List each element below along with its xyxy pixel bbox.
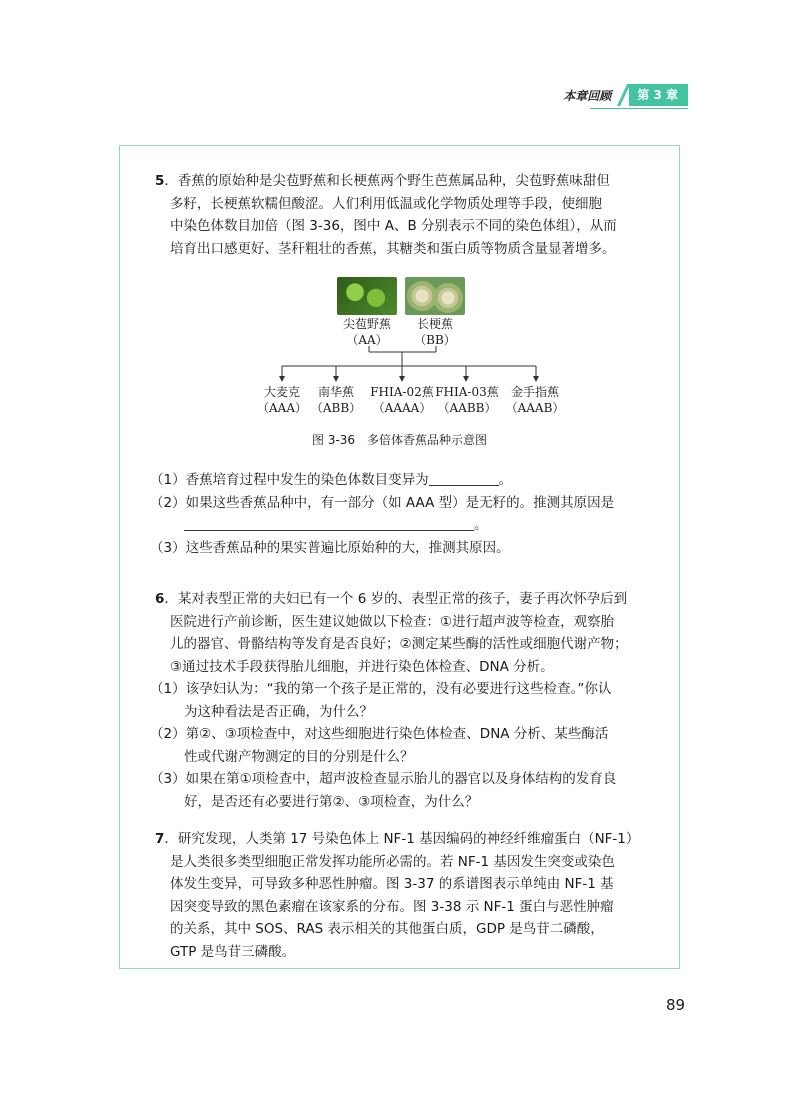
answer-blank[interactable] bbox=[429, 471, 499, 486]
question-text: GTP 是鸟苷三磷酸。 bbox=[170, 943, 296, 960]
answer-blank[interactable] bbox=[184, 516, 474, 531]
question-text: 因突变导致的黑色素瘤在该家系的分布。图 3-38 示 NF-1 蛋白与恶性肿瘤 bbox=[170, 898, 614, 915]
sub-question: （1）该孕妇认为：“我的第一个孩子是正常的，没有必要进行这些检查。”你认 为这种看法是否正确，为什么？ bbox=[150, 681, 612, 720]
question-text: 体发生变异，可导致多种恶性肿瘤。图 3-37 的系谱图表示单纯由 NF-1 基 bbox=[170, 876, 614, 892]
question-number: 5 bbox=[155, 173, 165, 189]
answer-line: 。 bbox=[184, 514, 488, 537]
chapter-badge: 第 3 章 bbox=[629, 84, 688, 106]
variety-label: FHIA-03蕉 （AABB） bbox=[435, 385, 499, 415]
variety-label: 大麦克 （AAA） bbox=[257, 385, 307, 415]
question-text: ．某对表型正常的夫妇已有一个 6 岁的、表型正常的孩子，妻子再次怀孕后到 bbox=[164, 591, 628, 607]
question-7 bbox=[155, 828, 639, 963]
question-text: 中染色体数目加倍（图 3-36，图中 A、B 分别表示不同的染色体组），从而 bbox=[170, 218, 617, 234]
figure-caption: 图 3-36 多倍体香蕉品种示意图 bbox=[312, 433, 488, 447]
page-number: 89 bbox=[666, 996, 686, 1014]
question-text: 的关系，其中 SOS、RAS 表示相关的其他蛋白质，GDP 是鸟苷二磷酸， bbox=[170, 921, 604, 937]
variety-label: 金手指蕉 （AAAB） bbox=[505, 385, 565, 415]
question-text: 是人类很多类型细胞正常发挥功能所必需的。若 NF-1 基因发生突变或染色 bbox=[170, 853, 615, 870]
question-text: ．研究发现，人类第 17 号染色体上 NF-1 基因编码的神经纤维瘤蛋白（NF-1） bbox=[164, 831, 640, 847]
question-number: 7 bbox=[155, 831, 165, 847]
sub-question: （2）如果这些香蕉品种中，有一部分（如 AAA 型）是无籽的。推测其原因是 bbox=[150, 495, 615, 511]
question-text: 多籽，长梗蕉软糯但酸涩。人们利用低温或化学物质处理等手段，使细胞 bbox=[170, 195, 602, 212]
parent-label: 尖苞野蕉 （AA） bbox=[342, 317, 391, 347]
question-text: ．香蕉的原始种是尖苞野蕉和长梗蕉两个野生芭蕉属品种，尖苞野蕉味甜但 bbox=[164, 173, 610, 189]
sub-question: （1）香蕉培育过程中发生的染色体数目变异为 。 bbox=[150, 472, 513, 488]
question-6 bbox=[155, 588, 628, 678]
question-number: 6 bbox=[155, 591, 165, 607]
variety-label: FHIA-02蕉 （AAAA） bbox=[370, 385, 434, 415]
pedigree-lines bbox=[0, 0, 800, 430]
question-text: ③通过技术手段获得胎儿细胞，并进行染色体检查、DNA 分析。 bbox=[170, 658, 554, 675]
question-text: 培育出口感更好、茎秆粗壮的香蕉，其糖类和蛋白质等物质含量显著增多。 bbox=[170, 240, 616, 257]
variety-label: 南华蕉 （ABB） bbox=[310, 385, 362, 415]
sub-question: （3）这些香蕉品种的果实普遍比原始种的大，推测其原因。 bbox=[150, 540, 510, 556]
parent-label: 长梗蕉 （BB） bbox=[414, 317, 456, 347]
question-text: 医院进行产前诊断，医生建议她做以下检查：①进行超声波等检查，观察胎 bbox=[170, 613, 615, 630]
sub-question: （3）如果在第①项检查中，超声波检查显示胎儿的器官以及身体结构的发育良 好，是否还有必要进行第②、③项检查，为什么？ bbox=[150, 771, 617, 810]
sub-question: （2）第②、③项检查中，对这些细胞进行染色体检查、DNA 分析、某些酶活 性或代谢产物测定的目的分别是什么？ bbox=[150, 726, 609, 765]
question-text: 儿的器官、骨骼结构等发育是否良好；②测定某些酶的活性或细胞代谢产物； bbox=[170, 636, 628, 652]
section-title: 本章回顾 bbox=[563, 88, 612, 103]
